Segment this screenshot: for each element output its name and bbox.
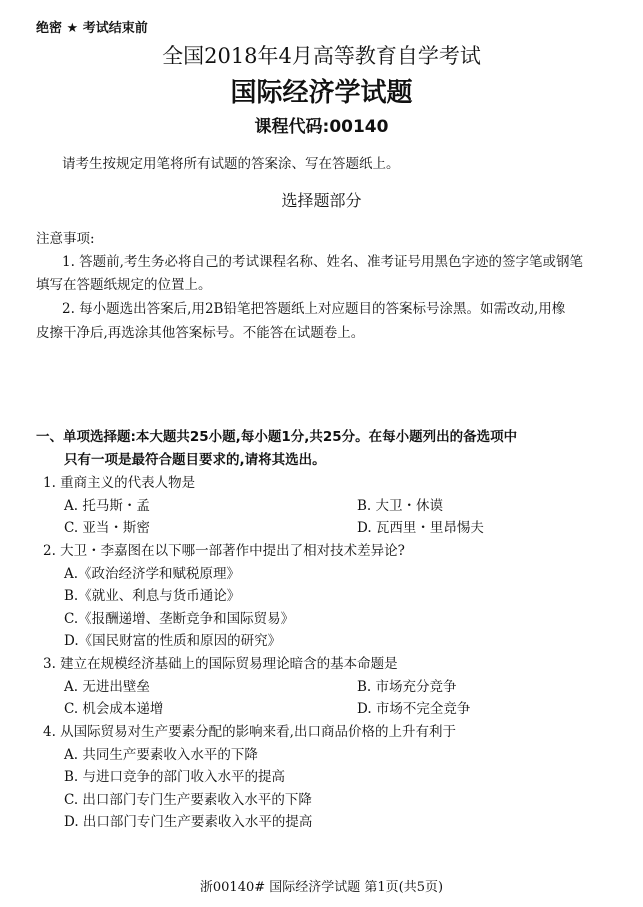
option-d: D. 瓦西里・里昂惕夫 (357, 520, 484, 536)
option-d: D.《国民财富的性质和原因的研究》 (64, 633, 282, 649)
option-d: D. 出口部门专门生产要素收入水平的提高 (64, 814, 313, 830)
answer-instruction: 请考生按规定用笔将所有试题的答案涂、写在答题纸上。 (62, 156, 400, 172)
option-d: D. 市场不完全竞争 (357, 701, 471, 717)
note-line: 1. 答题前,考生务必将自己的考试课程名称、姓名、准考证号用黑色字迹的签字笔或钢笔 (62, 254, 583, 270)
part-one-heading: 一、单项选择题:本大题共25小题,每小题1分,共25分。在每小题列出的备选项中 (36, 429, 518, 445)
option-b: B.《就业、利息与货币通论》 (64, 588, 241, 604)
option-b: B. 与进口竞争的部门收入水平的提高 (64, 769, 286, 785)
option-c: C. 机会成本递增 (64, 701, 164, 717)
subject-title: 国际经济学试题 (230, 78, 413, 108)
note-line: 2. 每小题选出答案后,用2B铅笔把答题纸上对应题目的答案标号涂黑。如需改动,用橡 (62, 301, 566, 317)
option-a: A. 无进出壁垒 (64, 679, 150, 695)
option-b: B. 大卫・休谟 (357, 498, 444, 514)
question-stem: 4. 从国际贸易对生产要素分配的影响来看,出口商品价格的上升有利于 (43, 724, 456, 740)
option-c: C.《报酬递增、垄断竞争和国际贸易》 (64, 611, 295, 627)
page-footer: 浙00140# 国际经济学试题 第1页(共5页) (199, 880, 444, 895)
question-stem: 3. 建立在规模经济基础上的国际贸易理论暗含的基本命题是 (43, 656, 398, 672)
confidential-label: 绝密 ★ 考试结束前 (36, 21, 148, 36)
question-stem: 2. 大卫・李嘉图在以下哪一部著作中提出了相对技术差异论? (43, 543, 405, 559)
question-stem: 1. 重商主义的代表人物是 (43, 475, 196, 491)
section-heading: 选择题部分 (281, 191, 362, 210)
note-line: 填写在答题纸规定的位置上。 (36, 277, 212, 293)
option-a: A. 共同生产要素收入水平的下降 (64, 747, 258, 763)
option-b: B. 市场充分竞争 (357, 679, 457, 695)
notes-title: 注意事项: (36, 231, 95, 247)
part-one-heading-cont: 只有一项是最符合题目要求的,请将其选出。 (64, 452, 326, 468)
option-a: A. 托马斯・孟 (64, 498, 150, 514)
course-code: 课程代码:00140 (254, 117, 389, 137)
exam-title: 全国2018年4月高等教育自学考试 (162, 44, 481, 68)
note-line: 皮擦干净后,再选涂其他答案标号。不能答在试题卷上。 (36, 325, 365, 341)
option-c: C. 亚当・斯密 (64, 520, 150, 536)
option-a: A.《政治经济学和赋税原理》 (64, 566, 241, 582)
option-c: C. 出口部门专门生产要素收入水平的下降 (64, 792, 312, 808)
